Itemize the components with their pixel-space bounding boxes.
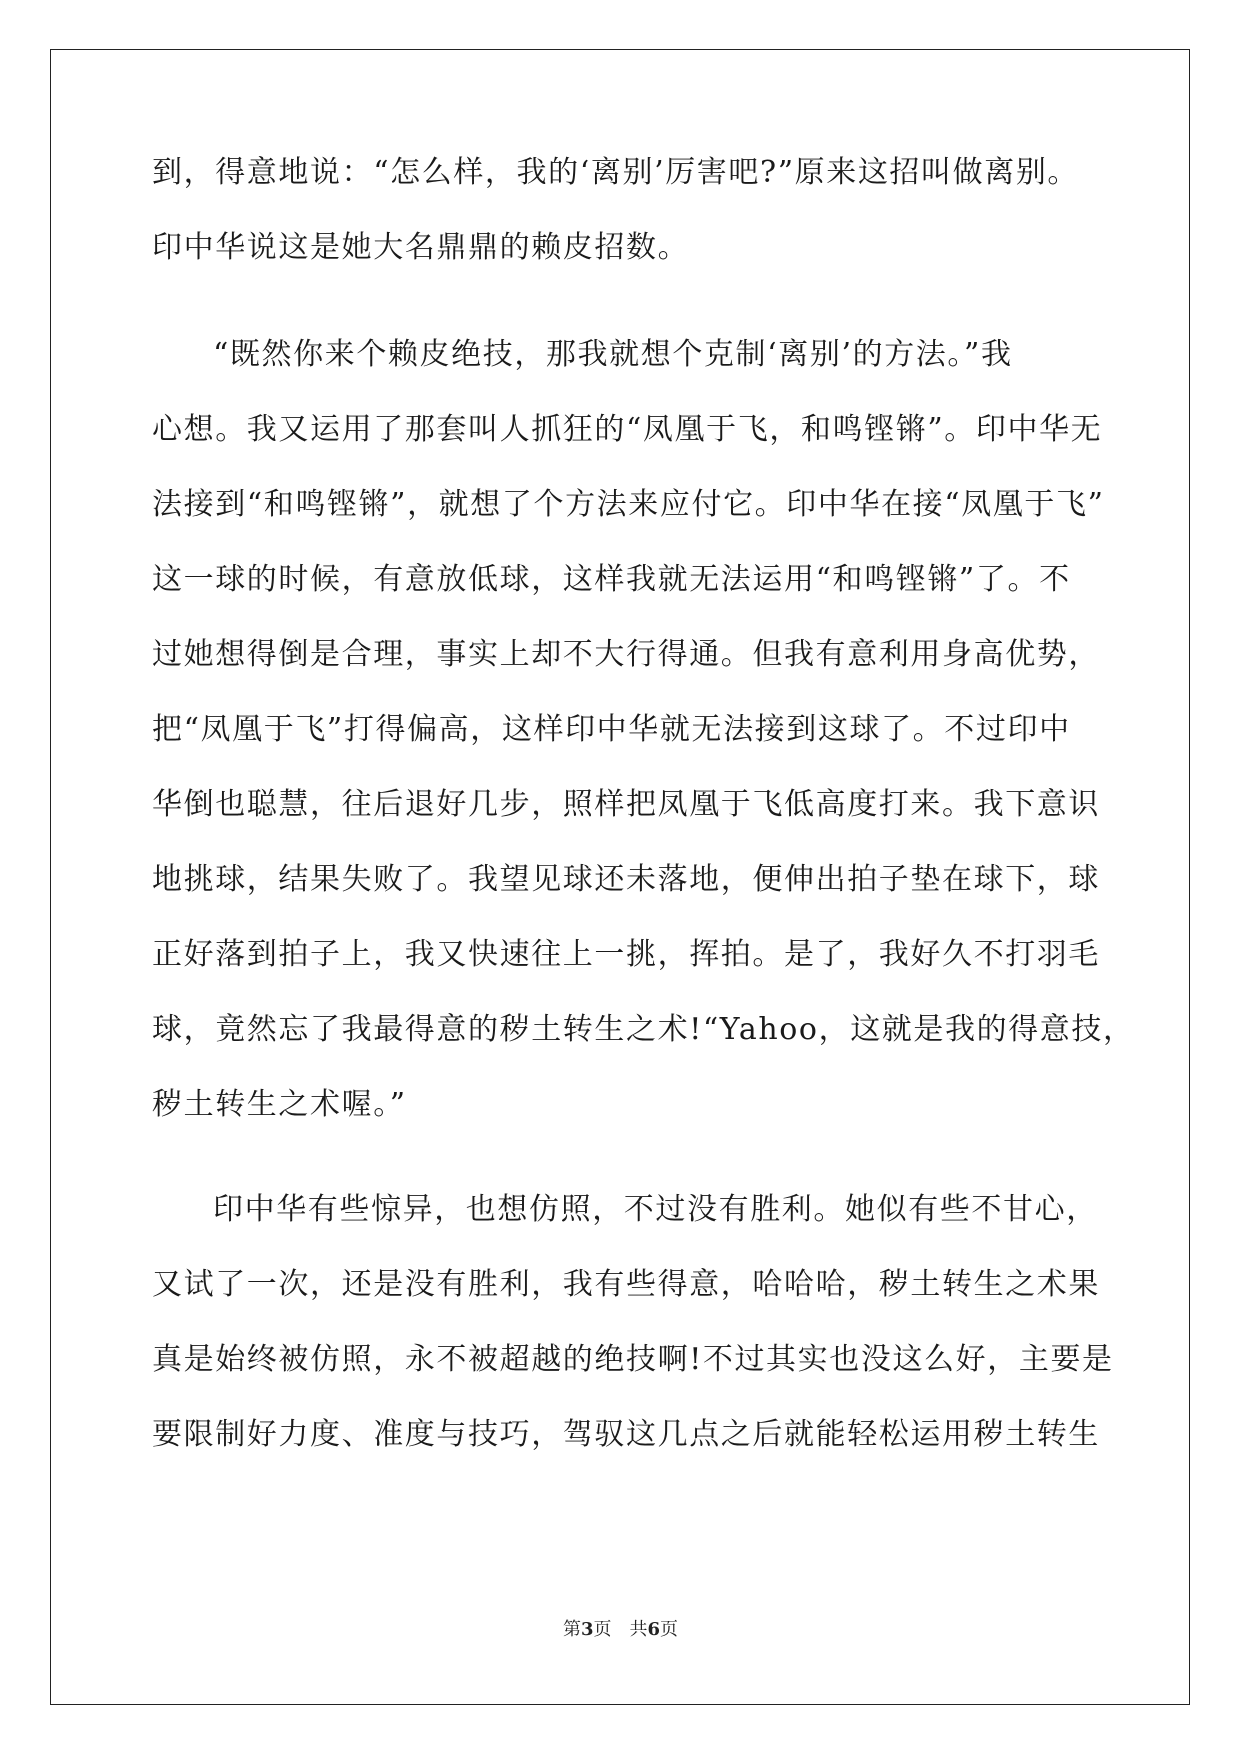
text-line: 正好落到拍子上，我又快速往上一挑，挥拍。是了，我好久不打羽毛 xyxy=(152,937,1100,972)
page-suffix: 页 xyxy=(660,1619,679,1640)
text-line: 华倒也聪慧，往后退好几步，照样把凤凰于飞低高度打来。我下意识 xyxy=(152,787,1100,822)
text-line: 把“凤凰于飞”打得偏高，这样印中华就无法接到这球了。不过印中 xyxy=(152,712,1071,747)
page-prefix: 第 xyxy=(562,1619,581,1640)
text-line: 心想。我又运用了那套叫人抓狂的“凤凰于飞，和鸣铿锵”。印中华无 xyxy=(152,412,1103,447)
text-line: 印中华说这是她大名鼎鼎的赖皮招数。 xyxy=(152,230,690,265)
text-line: 过她想得倒是合理，事实上却不大行得通。但我有意利用身高优势， xyxy=(152,637,1100,672)
total-page-number: 6 xyxy=(647,1619,661,1640)
current-page-number: 3 xyxy=(580,1619,594,1640)
text-line: 秽土转生之术喔。” xyxy=(152,1087,407,1122)
text-line: 地挑球，结果失败了。我望见球还未落地，便伸出拍子垫在球下，球 xyxy=(152,862,1100,897)
text-line: 球，竟然忘了我最得意的秽土转生之术!“Yahoo，这就是我的得意技， xyxy=(152,1012,1135,1047)
page-footer xyxy=(0,1618,1241,1642)
text-line: 这一球的时候，有意放低球，这样我就无法运用“和鸣铿锵”了。不 xyxy=(152,562,1071,597)
page-separator: 页 共 xyxy=(593,1619,648,1640)
text-line: 法接到“和鸣铿锵”，就想了个方法来应付它。印中华在接“凤凰于飞” xyxy=(152,487,1105,522)
paragraph-start-line: “既然你来个赖皮绝技，那我就想个克制‘离别’的方法。”我 xyxy=(213,337,1013,372)
text-line: 又试了一次，还是没有胜利，我有些得意，哈哈哈，秽土转生之术果 xyxy=(152,1267,1100,1302)
paragraph-start-line: 印中华有些惊异，也想仿照，不过没有胜利。她似有些不甘心， xyxy=(213,1192,1098,1227)
text-line: 到，得意地说：“怎么样，我的‘离别’厉害吧?”原来这招叫做离别。 xyxy=(152,155,1080,190)
text-line: 要限制好力度、准度与技巧，驾驭这几点之后就能轻松运用秽土转生 xyxy=(152,1417,1100,1452)
text-line: 真是始终被仿照，永不被超越的绝技啊!不过其实也没这么好，主要是 xyxy=(152,1342,1114,1377)
